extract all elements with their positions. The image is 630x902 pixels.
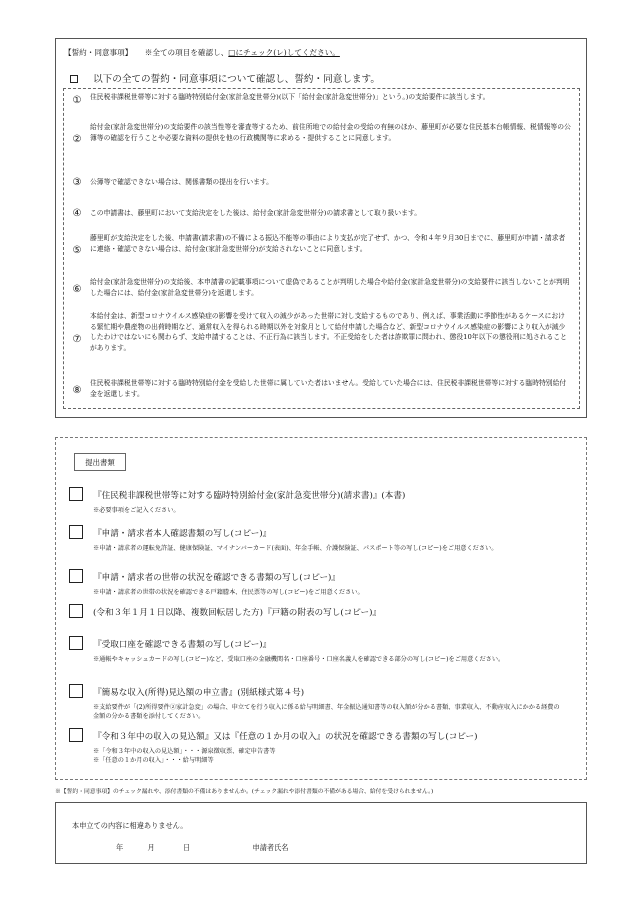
confirmation-statement: 本申立ての内容に相違ありません。 xyxy=(72,821,188,830)
pledge-item-number: ② xyxy=(72,133,82,145)
pledge-item-number: ⑥ xyxy=(72,283,82,295)
document-note: ※必要事項をご記入ください。 xyxy=(93,507,180,514)
document-checkbox[interactable] xyxy=(69,525,83,539)
documents-section xyxy=(55,437,587,780)
agree-all-checkbox[interactable] xyxy=(70,75,78,83)
document-checkbox[interactable] xyxy=(69,604,83,618)
pledge-item-6 xyxy=(64,277,579,301)
pledge-item-7 xyxy=(64,311,579,367)
document-checkbox[interactable] xyxy=(69,636,83,650)
pledge-item-1 xyxy=(64,91,579,113)
pledge-item-8 xyxy=(64,378,579,402)
pledge-item-4 xyxy=(64,202,579,224)
document-note: ※支給要件が「(2)所得要件②家計急変」の場合、申立てを行う収入に係る給与明細書、年金振込通知書等の収入額が分かる書類、事業収入、不動産収入にかかる経費の金額の分かる書類を添付してください。 xyxy=(93,704,560,720)
document-checkbox[interactable] xyxy=(69,569,83,583)
pledge-item-number: ③ xyxy=(72,176,82,188)
document-title: 『簡易な収入(所得)見込額の申立書』(別紙様式第４号) xyxy=(93,688,305,698)
pledge-section xyxy=(55,38,587,418)
document-checkbox[interactable] xyxy=(69,487,83,501)
document-title: 『申請・請求者の世帯の状況を確認できる書類の写し(コピー)』 xyxy=(93,573,340,583)
document-note: ※「令和３年中の収入の見込額」・・・源泉徴収票、確定申告書等 ※「任意の１か月の収入」・・・給与明細等 xyxy=(93,748,276,764)
pledge-item-5 xyxy=(64,233,579,267)
pledge-item-text: 公簿等で確認できない場合は、関係書類の提出を行います。 xyxy=(90,177,273,186)
pledge-item-3 xyxy=(64,171,579,193)
checklist-footnote: ※【誓約・同意事項】のチェック漏れや、添付書類の不備はありませんか。(チェック漏れや添付書類の不備がある場合、給付を受けられません。) xyxy=(55,789,434,795)
pledge-item-text: 藤里町が支給決定をした後、申請書(請求書)の不備による振込不能等の事由により支払が完了せず、かつ、令和４年９月30日までに、藤里町が申請・請求者に連絡・確認できない場合は、給付金(家計急変世帯分)が支給されないことに同意します。 xyxy=(90,234,566,253)
documents-title: 提出書類 xyxy=(74,453,126,471)
agree-all-text: 以下の全ての誓約・同意事項について確認し、誓約・同意します。 xyxy=(93,74,380,85)
pledge-item-text: 給付金(家計急変世帯分)の支給要件の該当性等を審査等するため、前住所地での給付金の受給の有無のほか、藤里町が必要な住民基本台帳情報、税情報等の公簿等の確認を行うことや必要な資料の提供を他の行政機関等に求める・提供することに同意します。 xyxy=(90,123,571,142)
pledge-item-number: ① xyxy=(72,95,82,106)
pledge-item-text: 住民税非課税世帯等に対する臨時特別給付金(家計急変世帯分)(以下「給付金(家計急変世帯分)」という。)の支給要件に該当します。 xyxy=(90,93,490,101)
document-note: ※申請・請求者の運転免許証、健康保険証、マイナンバーカード(表面)、年金手帳、介護保険証、パスポート等の写し(コピー)をご用意ください。 xyxy=(93,545,498,552)
pledge-item-text: 本給付金は、新型コロナウイルス感染症の影響を受けて収入の減少があった世帯に対し支給するものであり、例えば、事業活動に季節性があるケースにおける繁忙期や農産物の出荷時期など、通常収入を得られる時期以外を対象月として給付申請した場合など、新型コロナウイルス感染症の影響により収入が減少したわけではないにも関わらず、支給申請することは、不正行為に該当します。不正受給をした者は詐欺罪に問われ、懲役10年以下の懲役刑に処されることがあります。 xyxy=(90,312,567,352)
pledge-item-text: 住民税非課税世帯等に対する臨時特別給付金を受給した世帯に属していた者はいません。受給していた場合には、住民税非課税世帯等に対する臨時特別給付金を返還します。 xyxy=(90,379,567,398)
document-title: 『住民税非課税世帯等に対する臨時特別給付金(家計急変世帯分)(請求書)』(本書) xyxy=(93,491,406,501)
pledge-item-number: ⑧ xyxy=(72,384,82,396)
pledge-item-number: ④ xyxy=(72,207,82,219)
document-checkbox[interactable] xyxy=(69,728,83,742)
pledge-item-text: 給付金(家計急変世帯分)の支給後、本申請書の記載事項について虚偽であることが判明した場合や給付金(家計急変世帯分)の支給要件に該当しないことが判明した場合には、給付金(家計急変世帯分)を返還します。 xyxy=(90,278,570,297)
document-title: 『受取口座を確認できる書類の写し(コピー)』 xyxy=(93,640,272,650)
document-checkbox[interactable] xyxy=(69,684,83,698)
confirmation-section xyxy=(55,802,587,864)
document-note: ※通帳やキャッシュカードの写し(コピー)など、受取口座の金融機関名・口座番号・口座名義人を確認できる部分の写し(コピー)をご用意ください。 xyxy=(93,656,505,663)
document-title: 『令和３年中の収入の見込額』又は『任意の１か月の収入』の状況を確認できる書類の写し(コピー) xyxy=(93,732,478,742)
document-title: (令和３年１月１日以降、複数回転居した方)『戸籍の附表の写し(コピー)』 xyxy=(93,608,382,618)
document-title: 『申請・請求者本人確認書類の写し(コピー)』 xyxy=(93,529,272,539)
pledge-item-2 xyxy=(64,122,579,156)
pledge-header-label: 【誓約・同意事項】 xyxy=(64,48,133,57)
pledge-header xyxy=(64,47,340,58)
document-note: ※申請・請求者の世帯の状況を確認できる戸籍謄本、住民票等の写し(コピー)をご用意ください。 xyxy=(93,589,364,596)
pledge-header-note: ※全ての項目を確認し、□にチェック(レ)してください。 xyxy=(144,48,340,57)
month-label: 月 xyxy=(147,843,155,852)
date-signature-row xyxy=(116,843,288,853)
agree-all-row[interactable] xyxy=(70,71,380,85)
day-label: 日 xyxy=(183,843,191,852)
applicant-name-label: 申請者氏名 xyxy=(252,843,289,852)
pledge-item-number: ⑤ xyxy=(72,244,82,256)
pledge-items xyxy=(63,88,580,409)
year-label: 年 xyxy=(116,843,124,852)
pledge-item-number: ⑦ xyxy=(72,333,82,345)
pledge-item-text: この申請書は、藤里町において支給決定をした後は、給付金(家計急変世帯分)の請求書として取り扱います。 xyxy=(90,208,422,217)
